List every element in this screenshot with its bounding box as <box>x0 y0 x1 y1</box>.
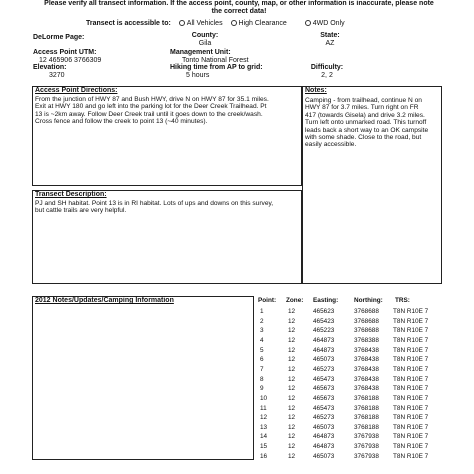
northing-cell: 3768688 <box>354 327 379 335</box>
county-field <box>170 32 240 48</box>
all-vehicles-label: All Vehicles <box>186 20 223 27</box>
utm-field <box>33 49 101 65</box>
transect-description-box[interactable] <box>32 190 302 284</box>
point-cell: 4 <box>260 336 264 344</box>
trs-cell: T8N R10E 7 <box>393 394 429 402</box>
notes-line: 417 (towards Gisela) and drive 3.2 miles. <box>305 111 425 119</box>
hiking-time-value: 5 hours <box>186 72 210 79</box>
utm-label: Access Point UTM: <box>33 49 97 56</box>
zone-cell: 12 <box>288 414 296 422</box>
zone-cell: 12 <box>288 404 296 412</box>
hiking-time-field <box>170 64 263 80</box>
transect-description-text <box>35 200 273 215</box>
accessibility-label: Transect is accessible to: <box>86 20 171 27</box>
transect-description-title: Transect Description: <box>35 191 107 198</box>
directions-box[interactable] <box>32 86 302 186</box>
point-cell: 10 <box>260 394 268 402</box>
management-unit-field <box>170 49 249 65</box>
points-table <box>258 297 438 463</box>
easting-cell: 465473 <box>313 375 335 383</box>
all-vehicles-radio[interactable] <box>179 20 185 26</box>
trs-cell: T8N R10E 7 <box>393 317 429 325</box>
point-cell: 5 <box>260 346 264 354</box>
easting-cell: 465073 <box>313 423 335 431</box>
northing-cell: 3768438 <box>354 385 379 393</box>
northing-cell: 3767938 <box>354 452 379 460</box>
state-field <box>315 32 345 48</box>
trs-cell: T8N R10E 7 <box>393 336 429 344</box>
point-cell: 9 <box>260 385 264 393</box>
point-cell: 11 <box>260 404 267 412</box>
easting-cell: 465623 <box>313 308 335 315</box>
zone-cell: 12 <box>288 443 296 451</box>
zone-cell: 12 <box>288 308 296 315</box>
point-cell: 1 <box>260 308 264 315</box>
zone-cell: 12 <box>288 365 296 373</box>
point-cell: 3 <box>260 327 264 335</box>
point-cell: 15 <box>260 443 268 451</box>
notes-line: leads back a short way to an OK campsite <box>305 126 429 134</box>
instructions-header <box>24 0 454 16</box>
state-label: State: <box>320 32 340 39</box>
directions-line: 13 is ~2km away. Follow Deer Creek trail until it goes down to the creek/wash. <box>35 110 263 118</box>
northing-cell: 3768188 <box>354 414 379 422</box>
northing-cell: 3768438 <box>354 365 379 373</box>
directions-line: From the junction of HWY 87 and Bush HWY, drive N on HWY 87 for 35.1 miles. <box>35 96 269 103</box>
trs-cell: T8N R10E 7 <box>393 452 429 460</box>
high-clearance-label: High Clearance <box>238 20 287 27</box>
trs-cell: T8N R10E 7 <box>393 385 429 393</box>
directions-title: Access Point Directions: <box>35 87 118 94</box>
point-cell: 12 <box>260 414 268 422</box>
easting-cell: 465473 <box>313 404 335 412</box>
northing-cell: 3768438 <box>354 356 379 364</box>
northing-cell: 3768388 <box>354 336 379 344</box>
trs-cell: T8N R10E 7 <box>393 433 429 441</box>
zone-cell: 12 <box>288 433 296 441</box>
easting-cell: 464873 <box>313 433 335 441</box>
point-cell: 14 <box>260 433 268 441</box>
4wd-only-label: 4WD Only <box>312 20 345 27</box>
point-cell: 6 <box>260 356 264 364</box>
zone-cell: 12 <box>288 356 296 364</box>
point-cell: 7 <box>260 365 264 373</box>
zone-cell: 12 <box>288 336 296 344</box>
point-cell: 8 <box>260 375 264 383</box>
trs-cell: T8N R10E 7 <box>393 308 429 315</box>
header-zone: Zone: <box>286 297 304 304</box>
trs-cell: T8N R10E 7 <box>393 356 429 364</box>
northing-cell: 3768188 <box>354 394 379 402</box>
difficulty-field <box>305 64 349 80</box>
easting-cell: 465673 <box>313 394 335 402</box>
zone-cell: 12 <box>288 394 296 402</box>
directions-text <box>35 96 269 126</box>
zone-cell: 12 <box>288 452 296 460</box>
delorme-label: DeLorme Page: <box>33 34 85 41</box>
zone-cell: 12 <box>288 317 296 325</box>
point-cell: 13 <box>260 423 268 431</box>
header-easting: Easting: <box>313 297 339 304</box>
point-cell: 16 <box>260 452 268 460</box>
hiking-time-label: Hiking time from AP to grid: <box>170 64 263 71</box>
header-point: Point: <box>258 297 277 304</box>
4wd-only-radio[interactable] <box>305 20 311 26</box>
northing-cell: 3768438 <box>354 375 379 383</box>
trs-cell: T8N R10E 7 <box>393 414 429 422</box>
easting-cell: 465273 <box>313 365 335 373</box>
accessibility-row <box>86 20 345 28</box>
difficulty-label: Difficulty: <box>310 64 344 71</box>
easting-cell: 465673 <box>313 385 335 393</box>
instructions-line-2: the correct data! <box>211 8 267 15</box>
easting-cell: 465273 <box>313 414 335 422</box>
trs-cell: T8N R10E 7 <box>393 346 429 354</box>
easting-cell: 464873 <box>313 346 335 354</box>
trs-cell: T8N R10E 7 <box>393 404 429 412</box>
instructions-line-1: Please verify all transect information. If the access point, county, map, or other information is inaccurate, please note <box>44 0 434 7</box>
management-unit-label: Management Unit: <box>170 49 231 56</box>
trs-cell: T8N R10E 7 <box>393 443 429 451</box>
notes-text <box>305 97 428 149</box>
trs-cell: T8N R10E 7 <box>393 365 429 373</box>
northing-cell: 3768438 <box>354 346 379 354</box>
notes-title: Notes: <box>305 87 327 94</box>
trs-cell: T8N R10E 7 <box>393 375 429 383</box>
trs-cell: T8N R10E 7 <box>393 327 429 335</box>
notes-line: Turn left onto unmarked road. This turnoff <box>305 119 427 127</box>
easting-cell: 465073 <box>313 452 335 460</box>
county-label: County: <box>191 32 219 39</box>
transect-line: but cattle trails are very helpful. <box>35 207 127 215</box>
notes-2012-box[interactable] <box>32 296 254 460</box>
northing-cell: 3767938 <box>354 443 379 451</box>
easting-cell: 464873 <box>313 336 335 344</box>
zone-cell: 12 <box>288 346 296 354</box>
northing-cell: 3768688 <box>354 317 379 325</box>
transect-line: PJ and SH habitat. Point 13 is in RI habitat. Lots of ups and downs on this survey, <box>35 200 274 207</box>
northing-cell: 3768188 <box>354 404 379 412</box>
state-value: AZ <box>325 40 335 47</box>
elevation-label: Elevation: <box>33 64 67 71</box>
trs-cell: T8N R10E 7 <box>393 423 429 431</box>
notes-line: easily accessible. <box>305 141 357 149</box>
easting-cell: 465223 <box>313 327 335 335</box>
management-unit-value: Tonto National Forest <box>182 57 249 64</box>
notes-2012-title: 2012 Notes/Updates/Camping Information <box>35 297 174 304</box>
notes-box[interactable] <box>302 86 442 284</box>
directions-line: Exit at HWY 180 and go left into the parking lot for the Deer Creek Trailhead. Pt <box>35 103 267 111</box>
elevation-field <box>33 64 66 80</box>
elevation-value: 3270 <box>49 72 65 79</box>
zone-cell: 12 <box>288 385 296 393</box>
easting-cell: 465073 <box>313 356 335 364</box>
notes-line: Camping - from trailhead, continue N on <box>305 97 422 104</box>
county-value: Gila <box>198 40 212 47</box>
header-northing: Northing: <box>354 297 383 304</box>
notes-line: HWY 87 for 3.7 miles. Turn right on FR <box>305 104 419 112</box>
high-clearance-radio[interactable] <box>231 20 237 26</box>
zone-cell: 12 <box>288 423 296 431</box>
zone-cell: 12 <box>288 375 296 383</box>
point-cell: 2 <box>260 317 264 325</box>
northing-cell: 3768188 <box>354 423 379 431</box>
directions-line: Cross fence and follow the creek to point 13 (~40 minutes). <box>35 118 208 126</box>
utm-value: 12 465906 3766309 <box>39 57 102 64</box>
northing-cell: 3767938 <box>354 433 379 441</box>
header-trs: TRS: <box>395 297 410 304</box>
easting-cell: 465423 <box>313 317 335 325</box>
difficulty-value: 2, 2 <box>321 72 333 79</box>
notes-line: with some shade. Close to the road, but <box>305 134 422 142</box>
zone-cell: 12 <box>288 327 296 335</box>
northing-cell: 3768688 <box>354 308 379 315</box>
easting-cell: 464873 <box>313 443 335 451</box>
